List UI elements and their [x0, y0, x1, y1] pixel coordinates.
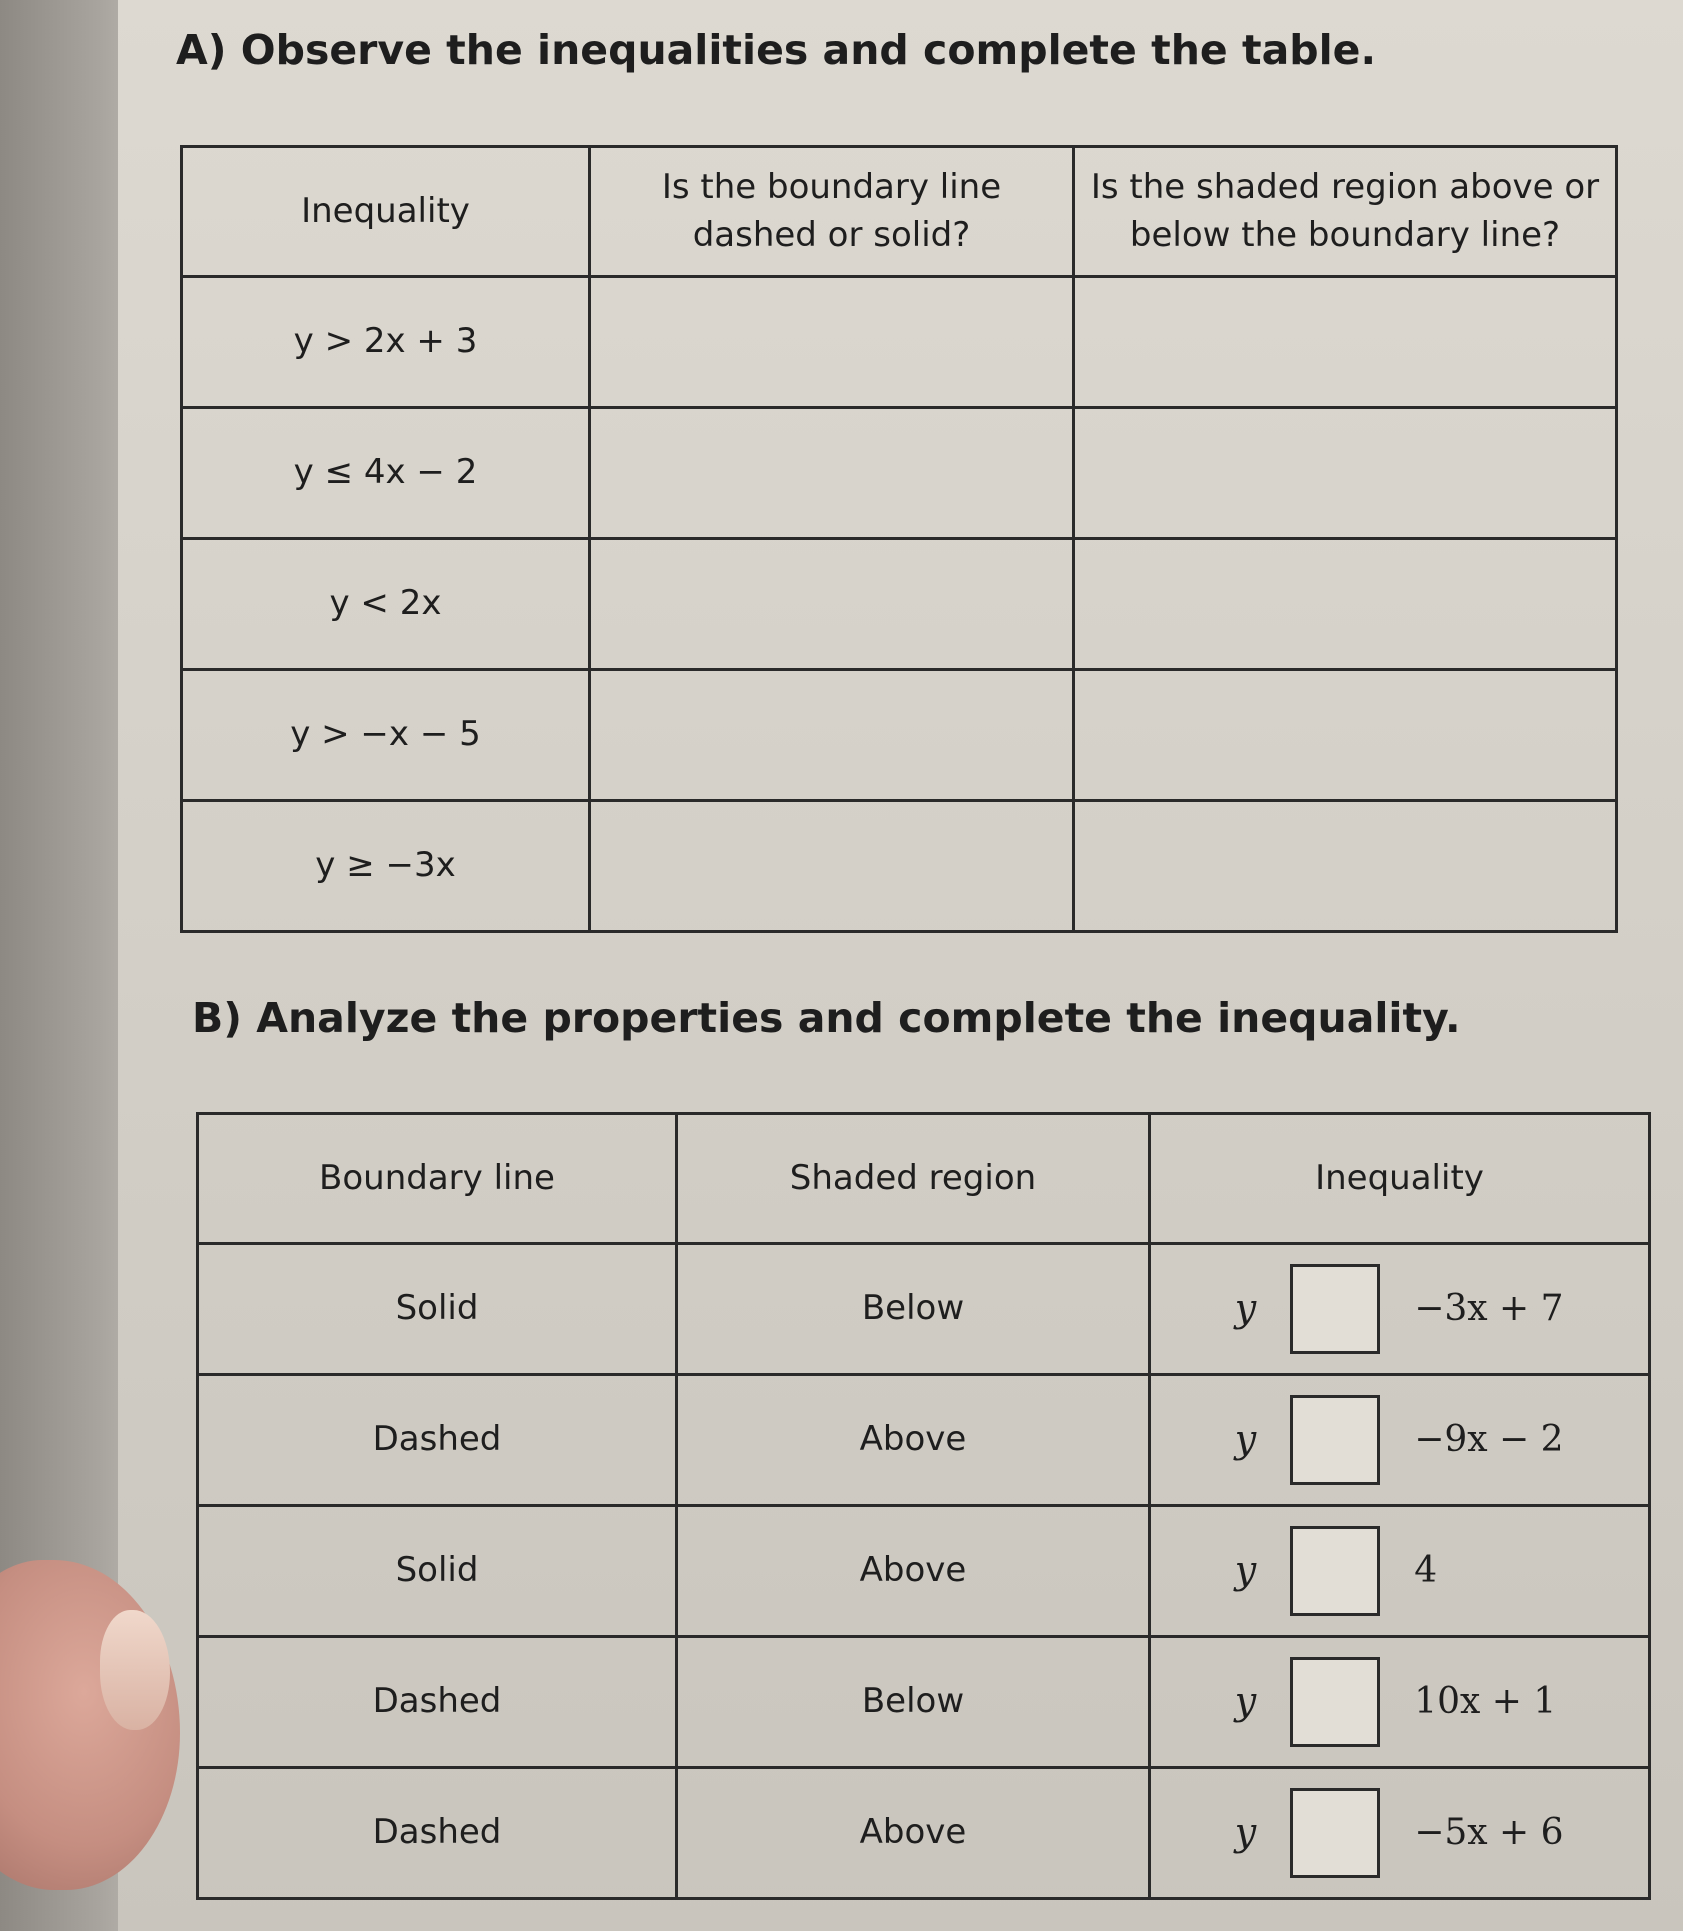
table-row	[198, 1244, 1650, 1375]
part-b-heading: B) Analyze the properties and complete the inequality.	[192, 994, 1461, 1042]
part-b-header-row	[198, 1114, 1650, 1244]
inequality-cell	[1150, 1506, 1650, 1637]
shaded-region-answer-cell[interactable]	[1074, 539, 1617, 670]
inequality-rhs: −9x − 2	[1414, 1418, 1564, 1460]
table-row	[198, 1506, 1650, 1637]
inequality-cell	[1150, 1637, 1650, 1768]
inequality-lhs: y	[1234, 1679, 1257, 1724]
table-row	[198, 1768, 1650, 1899]
table-row	[182, 539, 1617, 670]
part-a-col-shaded: Is the shaded region above or below the boundary line?	[1074, 147, 1617, 277]
inequality-lhs: y	[1234, 1548, 1257, 1593]
fingernail	[100, 1610, 170, 1730]
inequality-cell	[1150, 1768, 1650, 1899]
inequality-symbol-answer-box[interactable]	[1290, 1657, 1380, 1747]
part-a-col-line-type: Is the boundary line dashed or solid?	[590, 147, 1074, 277]
inequality-cell: y ≥ −3x	[182, 801, 590, 932]
inequality-lhs: y	[1234, 1286, 1257, 1331]
part-b-col-inequality: Inequality	[1150, 1114, 1650, 1244]
shaded-region-cell: Above	[677, 1768, 1150, 1899]
line-type-answer-cell[interactable]	[590, 277, 1074, 408]
part-b-table	[196, 1112, 1651, 1900]
shaded-region-answer-cell[interactable]	[1074, 277, 1617, 408]
table-row	[198, 1375, 1650, 1506]
inequality-rhs: 10x + 1	[1414, 1680, 1557, 1722]
line-type-answer-cell[interactable]	[590, 408, 1074, 539]
inequality-cell: y > 2x + 3	[182, 277, 590, 408]
table-row	[182, 277, 1617, 408]
inequality-symbol-answer-box[interactable]	[1290, 1788, 1380, 1878]
part-a-heading: A) Observe the inequalities and complete the table.	[176, 26, 1377, 74]
boundary-line-cell: Solid	[198, 1244, 677, 1375]
inequality-cell: y > −x − 5	[182, 670, 590, 801]
inequality-rhs: −5x + 6	[1414, 1811, 1564, 1853]
shaded-region-cell: Below	[677, 1244, 1150, 1375]
line-type-answer-cell[interactable]	[590, 539, 1074, 670]
part-a-table	[180, 145, 1618, 933]
part-a-header-row	[182, 147, 1617, 277]
inequality-cell: y ≤ 4x − 2	[182, 408, 590, 539]
part-b-col-boundary-line: Boundary line	[198, 1114, 677, 1244]
inequality-symbol-answer-box[interactable]	[1290, 1526, 1380, 1616]
part-a-col-inequality: Inequality	[182, 147, 590, 277]
inequality-lhs: y	[1234, 1810, 1257, 1855]
inequality-rhs: −3x + 7	[1414, 1287, 1564, 1329]
part-b-col-shaded-region: Shaded region	[677, 1114, 1150, 1244]
inequality-cell: y < 2x	[182, 539, 590, 670]
inequality-cell	[1150, 1375, 1650, 1506]
shaded-region-cell: Above	[677, 1506, 1150, 1637]
shaded-region-answer-cell[interactable]	[1074, 801, 1617, 932]
line-type-answer-cell[interactable]	[590, 801, 1074, 932]
shaded-region-cell: Below	[677, 1637, 1150, 1768]
shaded-region-answer-cell[interactable]	[1074, 670, 1617, 801]
inequality-symbol-answer-box[interactable]	[1290, 1264, 1380, 1354]
table-row	[198, 1637, 1650, 1768]
boundary-line-cell: Dashed	[198, 1375, 677, 1506]
table-row	[182, 670, 1617, 801]
shaded-region-cell: Above	[677, 1375, 1150, 1506]
inequality-cell	[1150, 1244, 1650, 1375]
table-row	[182, 801, 1617, 932]
inequality-rhs: 4	[1414, 1549, 1438, 1591]
boundary-line-cell: Dashed	[198, 1768, 677, 1899]
shaded-region-answer-cell[interactable]	[1074, 408, 1617, 539]
inequality-lhs: y	[1234, 1417, 1257, 1462]
table-row	[182, 408, 1617, 539]
line-type-answer-cell[interactable]	[590, 670, 1074, 801]
inequality-symbol-answer-box[interactable]	[1290, 1395, 1380, 1485]
boundary-line-cell: Solid	[198, 1506, 677, 1637]
boundary-line-cell: Dashed	[198, 1637, 677, 1768]
